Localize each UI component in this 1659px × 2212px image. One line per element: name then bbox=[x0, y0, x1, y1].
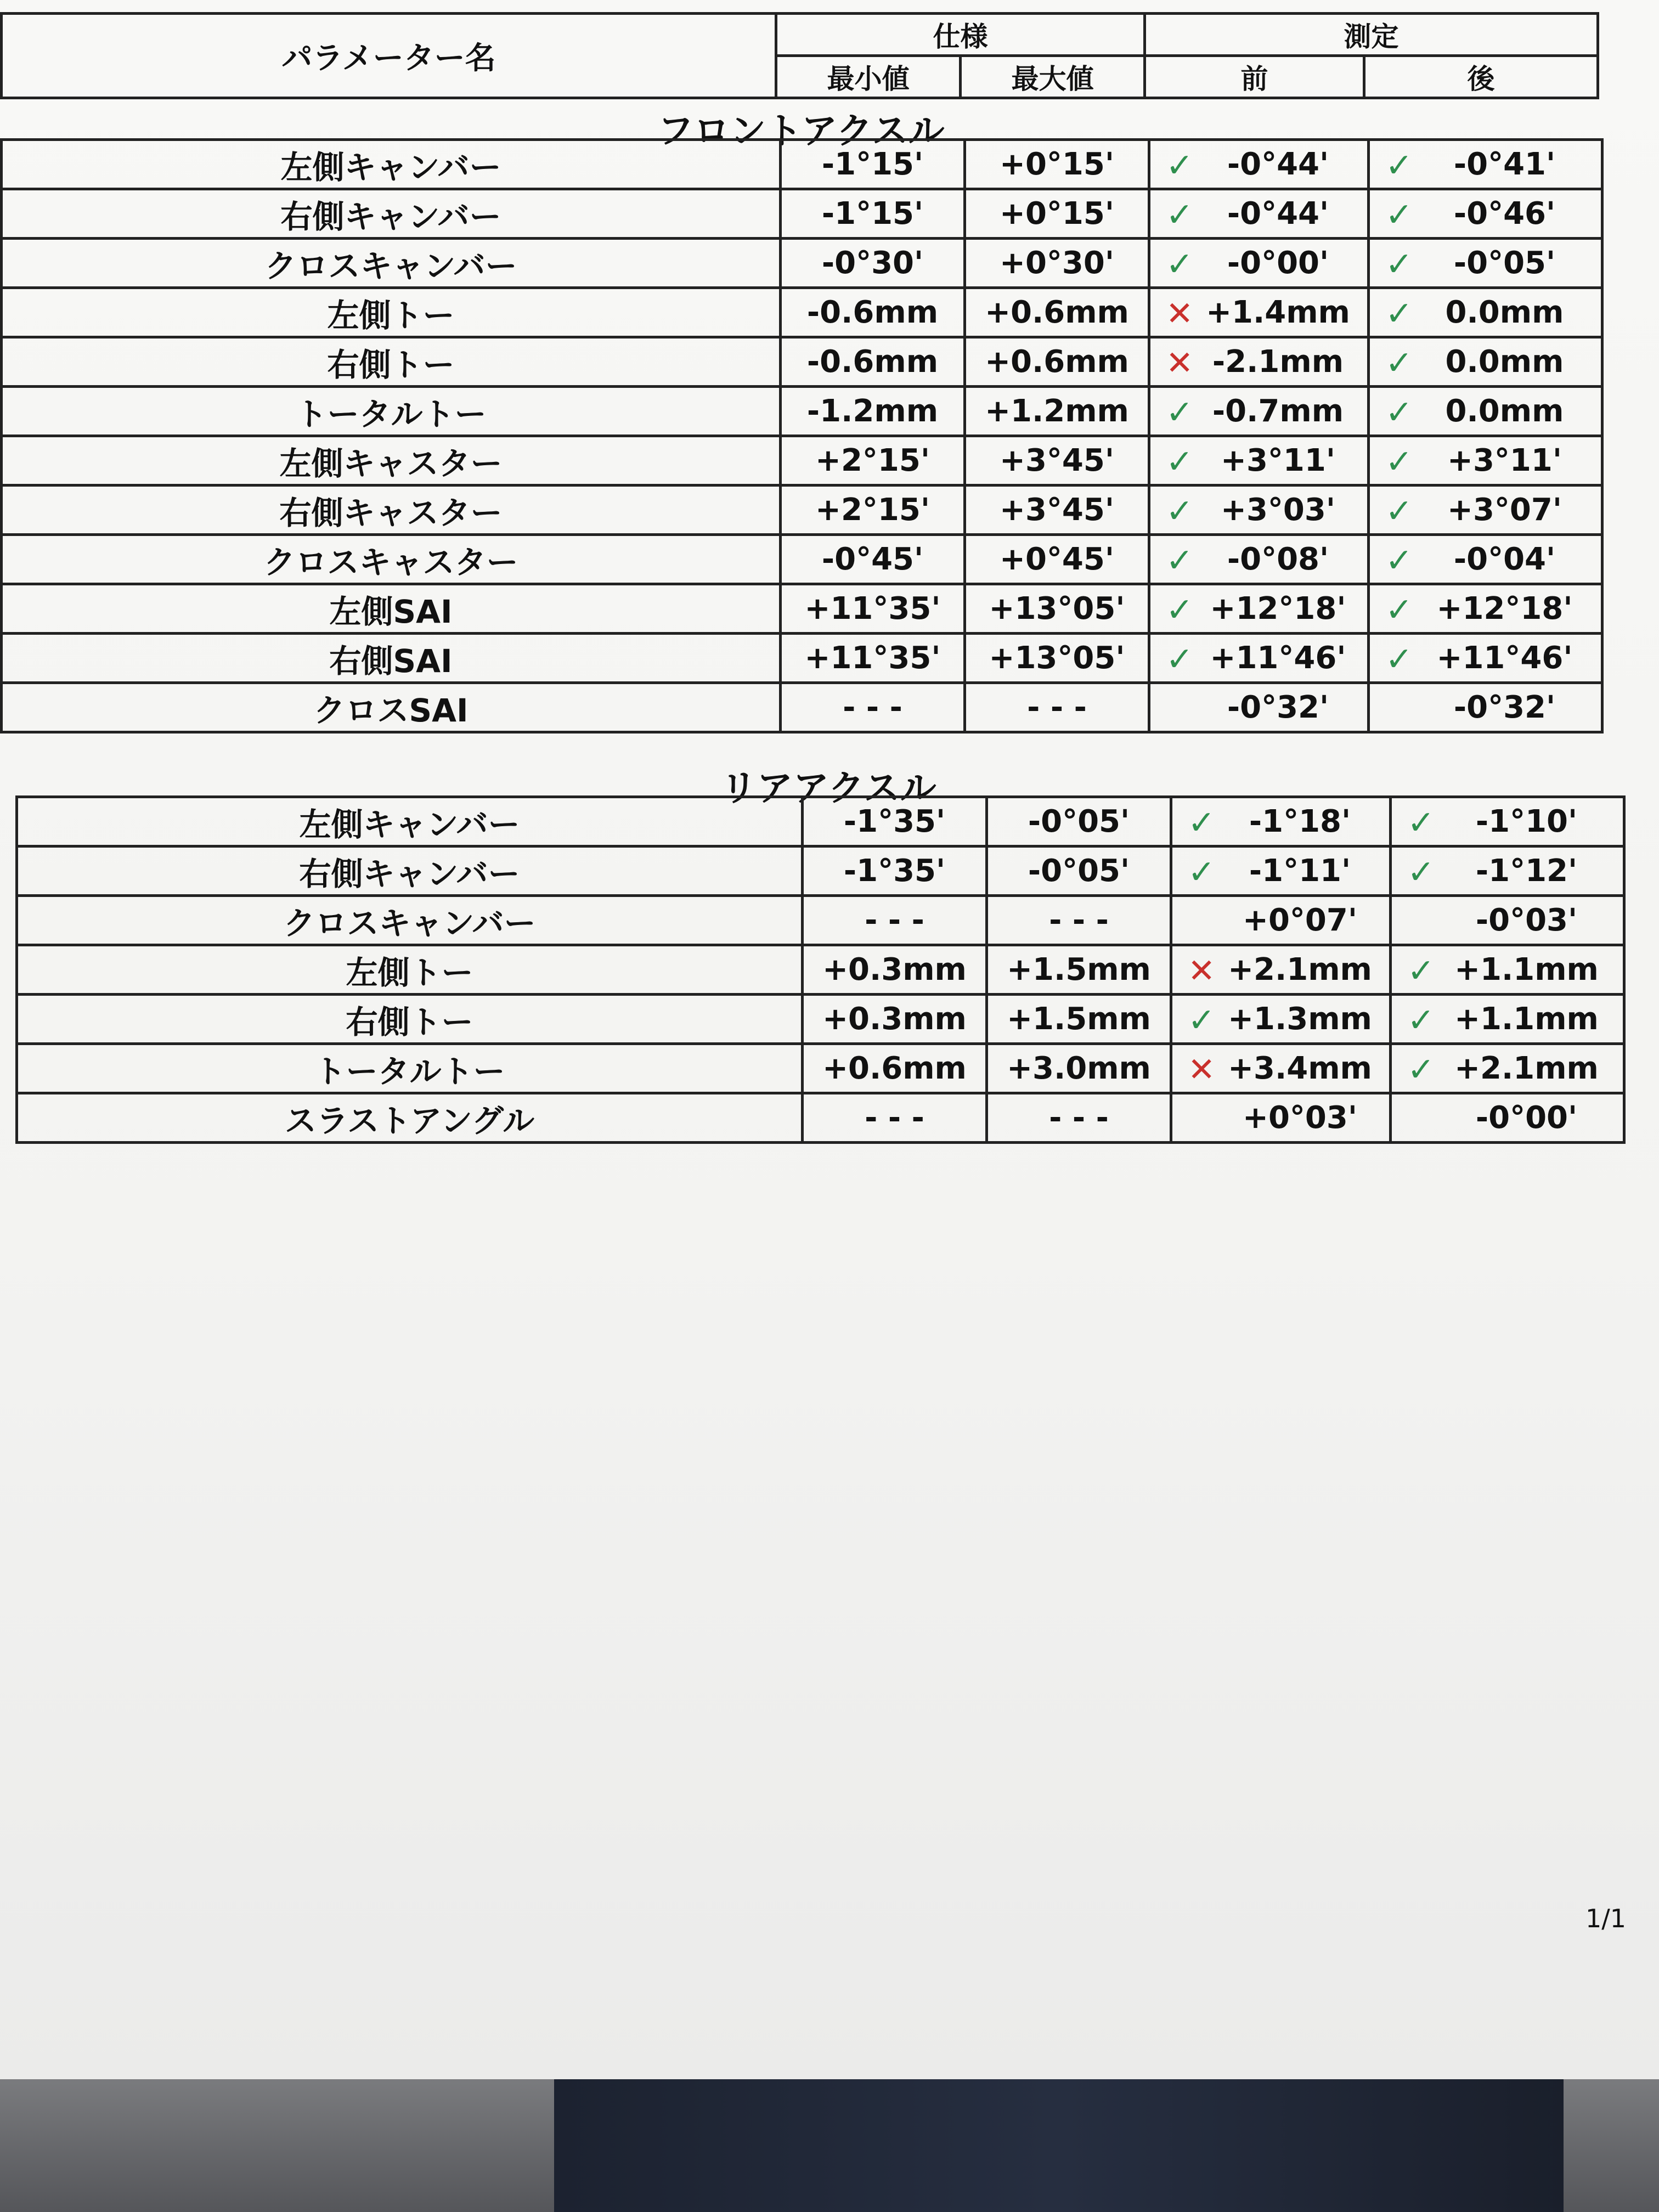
spec-max-value: +13°05' bbox=[965, 634, 1149, 683]
parameter-name: 右側キャスター bbox=[2, 486, 781, 535]
status-mark-icon: ✕ bbox=[1188, 1051, 1216, 1089]
measure-after-cell bbox=[1369, 189, 1602, 239]
spec-max-value: +3.0mm bbox=[987, 1044, 1171, 1093]
rear-axle-title: リアアクスル bbox=[720, 767, 936, 809]
parameter-name: クロスSAI bbox=[2, 683, 781, 732]
spec-min-value: - - - bbox=[781, 683, 965, 732]
measure-before-cell bbox=[1149, 436, 1369, 486]
status-mark-icon: ✓ bbox=[1385, 492, 1413, 531]
spec-max-value: +0°30' bbox=[965, 239, 1149, 288]
spec-min-value: +2°15' bbox=[781, 486, 965, 535]
measured-value: -0°00' bbox=[1227, 245, 1329, 281]
spec-min-value: +11°35' bbox=[781, 584, 965, 634]
measure-after-cell bbox=[1391, 896, 1624, 945]
measured-value: -0°32' bbox=[1453, 690, 1556, 725]
header-spec: 仕様 bbox=[776, 14, 1145, 56]
measured-value: 0.0mm bbox=[1445, 344, 1564, 380]
header-before: 前 bbox=[1145, 56, 1364, 98]
parameter-name: 右側トー bbox=[17, 995, 803, 1044]
table-row bbox=[2, 535, 1602, 584]
spec-min-value: -0.6mm bbox=[781, 337, 965, 387]
status-mark-icon: ✕ bbox=[1166, 344, 1194, 382]
table-row bbox=[2, 239, 1602, 288]
measure-before-cell bbox=[1149, 239, 1369, 288]
parameter-name: クロスキャンバー bbox=[17, 896, 803, 945]
status-mark-icon: ✓ bbox=[1166, 640, 1194, 679]
measured-value: +12°18' bbox=[1436, 591, 1573, 627]
spec-max-value: +1.5mm bbox=[987, 945, 1171, 995]
spec-max-value: +0°15' bbox=[965, 140, 1149, 189]
measure-after-cell bbox=[1369, 634, 1602, 683]
parameter-name: 左側トー bbox=[2, 288, 781, 337]
measured-value: -1°10' bbox=[1475, 804, 1578, 839]
measure-after-cell bbox=[1369, 239, 1602, 288]
status-mark-icon: ✓ bbox=[1385, 245, 1413, 284]
table-row bbox=[17, 945, 1624, 995]
measure-after-cell bbox=[1391, 847, 1624, 896]
measure-after-cell bbox=[1369, 337, 1602, 387]
parameter-name: クロスキャンバー bbox=[2, 239, 781, 288]
status-mark-icon: ✓ bbox=[1407, 1051, 1435, 1089]
parameter-name: 右側キャンバー bbox=[2, 189, 781, 239]
spec-min-value: - - - bbox=[803, 896, 987, 945]
measured-value: -0°44' bbox=[1227, 196, 1329, 232]
table-row bbox=[2, 337, 1602, 387]
spec-max-value: +1.2mm bbox=[965, 387, 1149, 436]
header-min: 最小値 bbox=[776, 56, 961, 98]
measured-value: -0°03' bbox=[1475, 902, 1578, 938]
measured-value: +12°18' bbox=[1210, 591, 1346, 627]
measure-after-cell bbox=[1391, 1044, 1624, 1093]
measure-before-cell bbox=[1171, 1093, 1391, 1143]
spec-max-value: -0°05' bbox=[987, 847, 1171, 896]
spec-min-value: -0.6mm bbox=[781, 288, 965, 337]
measure-after-cell bbox=[1369, 535, 1602, 584]
status-mark-icon: ✓ bbox=[1385, 393, 1413, 432]
table-row bbox=[2, 683, 1602, 732]
status-mark-icon: ✓ bbox=[1188, 1001, 1216, 1040]
measured-value: -1°12' bbox=[1475, 853, 1578, 889]
parameter-name: 左側SAI bbox=[2, 584, 781, 634]
spec-max-value: +1.5mm bbox=[987, 995, 1171, 1044]
measure-before-cell bbox=[1171, 797, 1391, 847]
measure-before-cell bbox=[1149, 140, 1369, 189]
table-row bbox=[2, 486, 1602, 535]
status-mark-icon: ✓ bbox=[1188, 853, 1216, 891]
measured-value: +1.1mm bbox=[1454, 952, 1599, 988]
measure-before-cell bbox=[1149, 387, 1369, 436]
status-mark-icon: ✓ bbox=[1166, 146, 1194, 185]
spec-max-value: +3°45' bbox=[965, 436, 1149, 486]
measured-value: +3°11' bbox=[1221, 443, 1335, 478]
status-mark-icon: ✓ bbox=[1166, 393, 1194, 432]
parameter-name: トータルトー bbox=[2, 387, 781, 436]
measure-before-cell bbox=[1149, 189, 1369, 239]
measured-value: +3.4mm bbox=[1228, 1051, 1372, 1086]
measure-after-cell bbox=[1369, 683, 1602, 732]
measured-value: +3°07' bbox=[1447, 492, 1562, 528]
spec-max-value: +0°15' bbox=[965, 189, 1149, 239]
parameter-name: トータルトー bbox=[17, 1044, 803, 1093]
spec-max-value: - - - bbox=[987, 1093, 1171, 1143]
measure-before-cell bbox=[1149, 486, 1369, 535]
status-mark-icon: ✓ bbox=[1385, 443, 1413, 481]
measured-value: -2.1mm bbox=[1212, 344, 1344, 380]
measured-value: -0°32' bbox=[1227, 690, 1329, 725]
status-mark-icon: ✓ bbox=[1407, 804, 1435, 842]
measured-value: +1.4mm bbox=[1206, 295, 1350, 330]
table-row bbox=[17, 847, 1624, 896]
table-row bbox=[17, 995, 1624, 1044]
measured-value: +11°46' bbox=[1436, 640, 1573, 676]
spec-max-value: +0.6mm bbox=[965, 288, 1149, 337]
measured-value: +1.3mm bbox=[1228, 1001, 1372, 1037]
status-mark-icon: ✓ bbox=[1385, 146, 1413, 185]
spec-min-value: +0.3mm bbox=[803, 945, 987, 995]
spec-min-value: +2°15' bbox=[781, 436, 965, 486]
measured-value: -1°18' bbox=[1249, 804, 1351, 839]
table-row bbox=[2, 288, 1602, 337]
measured-value: +11°46' bbox=[1210, 640, 1346, 676]
parameter-name: 右側トー bbox=[2, 337, 781, 387]
measure-after-cell bbox=[1369, 387, 1602, 436]
status-mark-icon: ✓ bbox=[1166, 591, 1194, 629]
header-param-name: パラメーター名 bbox=[2, 14, 776, 98]
status-mark-icon: ✕ bbox=[1166, 295, 1194, 333]
header-max: 最大値 bbox=[961, 56, 1145, 98]
spec-min-value: -0°30' bbox=[781, 239, 965, 288]
table-row bbox=[17, 896, 1624, 945]
measured-value: +1.1mm bbox=[1454, 1001, 1599, 1037]
status-mark-icon: ✓ bbox=[1166, 492, 1194, 531]
measure-before-cell bbox=[1149, 683, 1369, 732]
spec-min-value: +0.3mm bbox=[803, 995, 987, 1044]
status-mark-icon: ✓ bbox=[1407, 1001, 1435, 1040]
status-mark-icon: ✓ bbox=[1385, 591, 1413, 629]
spec-max-value: - - - bbox=[987, 896, 1171, 945]
status-mark-icon: ✓ bbox=[1188, 804, 1216, 842]
status-mark-icon: ✓ bbox=[1385, 295, 1413, 333]
status-mark-icon: ✕ bbox=[1188, 952, 1216, 990]
table-row bbox=[17, 1044, 1624, 1093]
spec-min-value: -1°35' bbox=[803, 797, 987, 847]
measure-after-cell bbox=[1391, 995, 1624, 1044]
status-mark-icon: ✓ bbox=[1166, 541, 1194, 580]
measured-value: 0.0mm bbox=[1445, 393, 1564, 429]
measure-after-cell bbox=[1391, 1093, 1624, 1143]
parameter-name: クロスキャスター bbox=[2, 535, 781, 584]
table-row bbox=[2, 634, 1602, 683]
spec-min-value: -1°15' bbox=[781, 140, 965, 189]
measure-before-cell bbox=[1171, 896, 1391, 945]
measured-value: -1°11' bbox=[1249, 853, 1351, 889]
status-mark-icon: ✓ bbox=[1385, 640, 1413, 679]
spec-max-value: - - - bbox=[965, 683, 1149, 732]
measure-after-cell bbox=[1369, 486, 1602, 535]
spec-min-value: -1°35' bbox=[803, 847, 987, 896]
measured-value: -0°08' bbox=[1227, 541, 1329, 577]
spec-min-value: - - - bbox=[803, 1093, 987, 1143]
measure-before-cell bbox=[1149, 288, 1369, 337]
measured-value: -0°44' bbox=[1227, 146, 1329, 182]
measure-after-cell bbox=[1369, 288, 1602, 337]
measure-before-cell bbox=[1149, 337, 1369, 387]
measured-value: +2.1mm bbox=[1228, 952, 1372, 988]
spec-max-value: +0.6mm bbox=[965, 337, 1149, 387]
measure-before-cell bbox=[1171, 945, 1391, 995]
spec-min-value: -0°45' bbox=[781, 535, 965, 584]
person-legs bbox=[554, 2079, 1564, 2212]
measured-value: -0.7mm bbox=[1212, 393, 1344, 429]
measured-value: -0°41' bbox=[1453, 146, 1556, 182]
spec-min-value: +11°35' bbox=[781, 634, 965, 683]
parameter-name: 右側キャンバー bbox=[17, 847, 803, 896]
status-mark-icon: ✓ bbox=[1407, 952, 1435, 990]
front-axle-table bbox=[0, 138, 1604, 733]
measured-value: +0°03' bbox=[1243, 1100, 1357, 1136]
measured-value: -0°00' bbox=[1475, 1100, 1578, 1136]
spec-min-value: +0.6mm bbox=[803, 1044, 987, 1093]
table-row bbox=[2, 189, 1602, 239]
status-mark-icon: ✓ bbox=[1166, 196, 1194, 234]
measured-value: +0°07' bbox=[1243, 902, 1357, 938]
spec-min-value: -1.2mm bbox=[781, 387, 965, 436]
page-number: 1/1 bbox=[1585, 1904, 1627, 1933]
measure-before-cell bbox=[1171, 1044, 1391, 1093]
parameter-name: スラストアングル bbox=[17, 1093, 803, 1143]
measure-before-cell bbox=[1149, 584, 1369, 634]
rear-axle-table bbox=[15, 795, 1626, 1144]
measure-before-cell bbox=[1149, 535, 1369, 584]
status-mark-icon: ✓ bbox=[1166, 443, 1194, 481]
measure-before-cell bbox=[1149, 634, 1369, 683]
status-mark-icon: ✓ bbox=[1385, 196, 1413, 234]
measure-after-cell bbox=[1369, 436, 1602, 486]
measured-value: -0°04' bbox=[1453, 541, 1556, 577]
header-after: 後 bbox=[1364, 56, 1598, 98]
spec-max-value: +3°45' bbox=[965, 486, 1149, 535]
table-row bbox=[17, 797, 1624, 847]
measure-after-cell bbox=[1391, 945, 1624, 995]
measured-value: +2.1mm bbox=[1454, 1051, 1599, 1086]
measured-value: +3°11' bbox=[1447, 443, 1562, 478]
header-table bbox=[0, 12, 1599, 99]
spec-max-value: +0°45' bbox=[965, 535, 1149, 584]
table-row bbox=[2, 140, 1602, 189]
measure-before-cell bbox=[1171, 995, 1391, 1044]
parameter-name: 左側キャスター bbox=[2, 436, 781, 486]
measure-after-cell bbox=[1369, 140, 1602, 189]
status-mark-icon: ✓ bbox=[1385, 344, 1413, 382]
parameter-name: 右側SAI bbox=[2, 634, 781, 683]
spec-max-value: -0°05' bbox=[987, 797, 1171, 847]
status-mark-icon: ✓ bbox=[1385, 541, 1413, 580]
spec-min-value: -1°15' bbox=[781, 189, 965, 239]
parameter-name: 左側キャンバー bbox=[17, 797, 803, 847]
table-row bbox=[2, 436, 1602, 486]
parameter-name: 左側キャンバー bbox=[2, 140, 781, 189]
measure-after-cell bbox=[1391, 797, 1624, 847]
table-row bbox=[17, 1093, 1624, 1143]
measured-value: +3°03' bbox=[1221, 492, 1335, 528]
measured-value: -0°46' bbox=[1453, 196, 1556, 232]
parameter-name: 左側トー bbox=[17, 945, 803, 995]
spec-max-value: +13°05' bbox=[965, 584, 1149, 634]
status-mark-icon: ✓ bbox=[1407, 853, 1435, 891]
measure-before-cell bbox=[1171, 847, 1391, 896]
table-row bbox=[2, 584, 1602, 634]
front-axle-title: フロントアクスル bbox=[657, 110, 945, 152]
measured-value: 0.0mm bbox=[1445, 295, 1564, 330]
measured-value: -0°05' bbox=[1453, 245, 1556, 281]
measure-after-cell bbox=[1369, 584, 1602, 634]
table-row bbox=[2, 387, 1602, 436]
status-mark-icon: ✓ bbox=[1166, 245, 1194, 284]
header-measure: 測定 bbox=[1145, 14, 1598, 56]
